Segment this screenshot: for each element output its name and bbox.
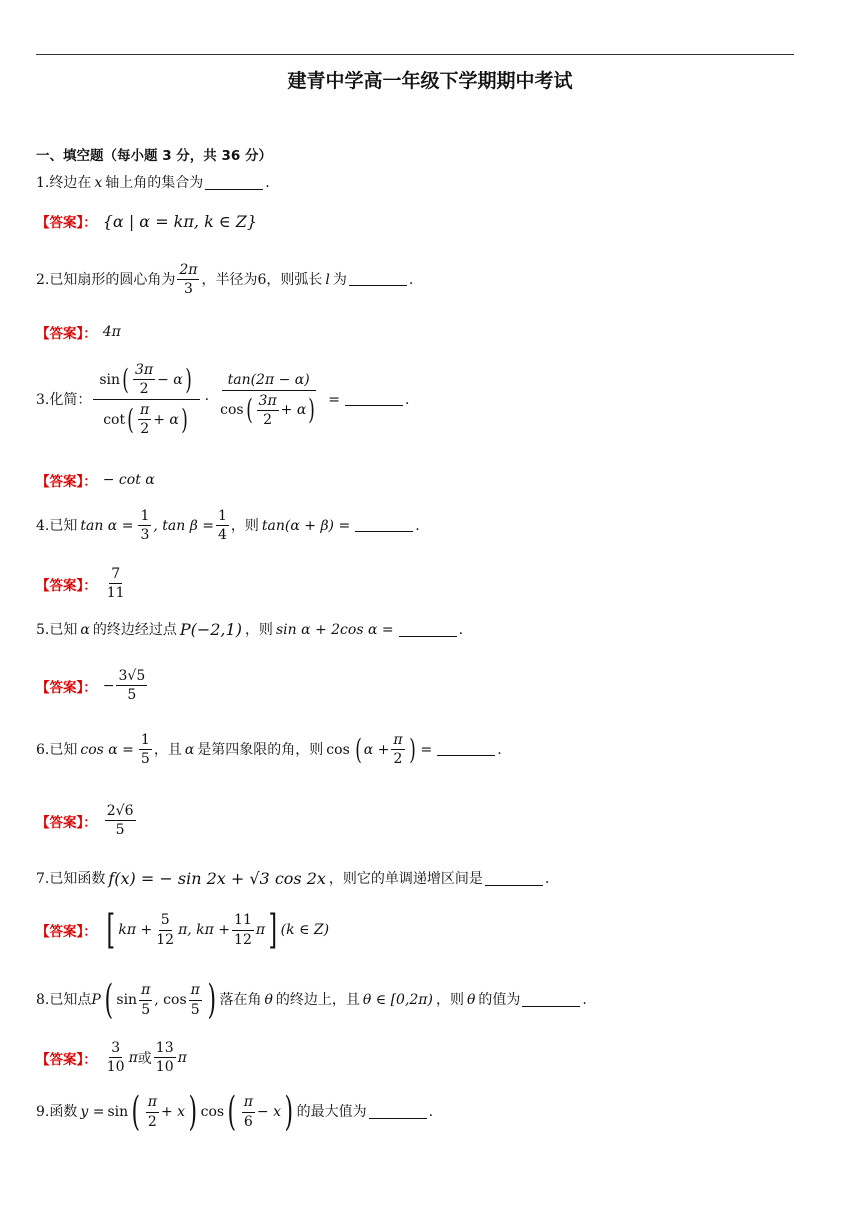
header-rule bbox=[36, 54, 794, 55]
page-title: 建青中学高一年级下学期期中考试 bbox=[287, 70, 573, 92]
answer-8: 【答案】： $\frac{3}{10}$ π 或 $\frac{13}{10}$ π bbox=[36, 1040, 187, 1076]
question-7: 7.已知函数 f(x) = − sin 2x + √3 cos 2x ，则它的单调递增区间是 . bbox=[36, 869, 550, 888]
answer-4: 【答案】： $\frac{7}{11}$ bbox=[36, 566, 125, 602]
question-8: 8.已知点 P ( sin $\frac{\pi}{5}$ , cos $\frac{\pi}{5}$ ) 落在角 θ 的终边上，且 θ ∈ [0,2π) ，则 θ 的值为 . bbox=[36, 977, 587, 1023]
answer-2: 【答案】： 4π bbox=[36, 324, 121, 342]
question-3: 3.化简： sin ( $\frac{3\pi}{2}$ − α ) cot ( $\frac{\pi}{2}$ + α ) · tan(2π − α) cos ( $\frac{3\pi}{2}$ + α ) = . bbox=[36, 362, 410, 438]
answer-1: 【答案】： {α | α = kπ, k ∈ Z} bbox=[36, 211, 258, 231]
answer-3: 【答案】： − cot α bbox=[36, 472, 155, 490]
question-9: 9.函数 y = sin ( $\frac{\pi}{2}$ + x ) cos ( $\frac{\pi}{6}$ − x ) 的最大值为 . bbox=[36, 1089, 434, 1135]
section-heading: 一、填空题（每小题 3 分，共 36 分） bbox=[36, 148, 272, 164]
question-6: 6.已知 cos α = $\frac{1}{5}$ ，且 α 是第四象限的角，则 cos ( α + $\frac{\pi}{2}$ ) = . bbox=[36, 732, 502, 768]
answer-5: 【答案】： − $\frac{3√5}{5}$ bbox=[36, 668, 146, 704]
question-5: 5.已知 α 的终边经过点 P(−2,1) ，则 sin α + 2cos α = . bbox=[36, 620, 464, 639]
question-2: 2.已知扇形的圆心角为 $\frac{2\pi}{3}$ ，半径为6，则弧长 l 为 . bbox=[36, 262, 414, 298]
answer-6: 【答案】： $\frac{2√6}{5}$ bbox=[36, 803, 134, 839]
answer-7: 【答案】： [ kπ + $\frac{5}{12}$ π, kπ + $\frac{11}{12}$ π ] (k ∈ Z) bbox=[36, 907, 330, 953]
question-4: 4.已知 tan α = $\frac{1}{3}$ , tan β = $\frac{1}{4}$ ，则 tan(α + β) = . bbox=[36, 508, 420, 544]
question-1: 1.终边在 x 轴上角的集合为 . bbox=[36, 175, 270, 191]
